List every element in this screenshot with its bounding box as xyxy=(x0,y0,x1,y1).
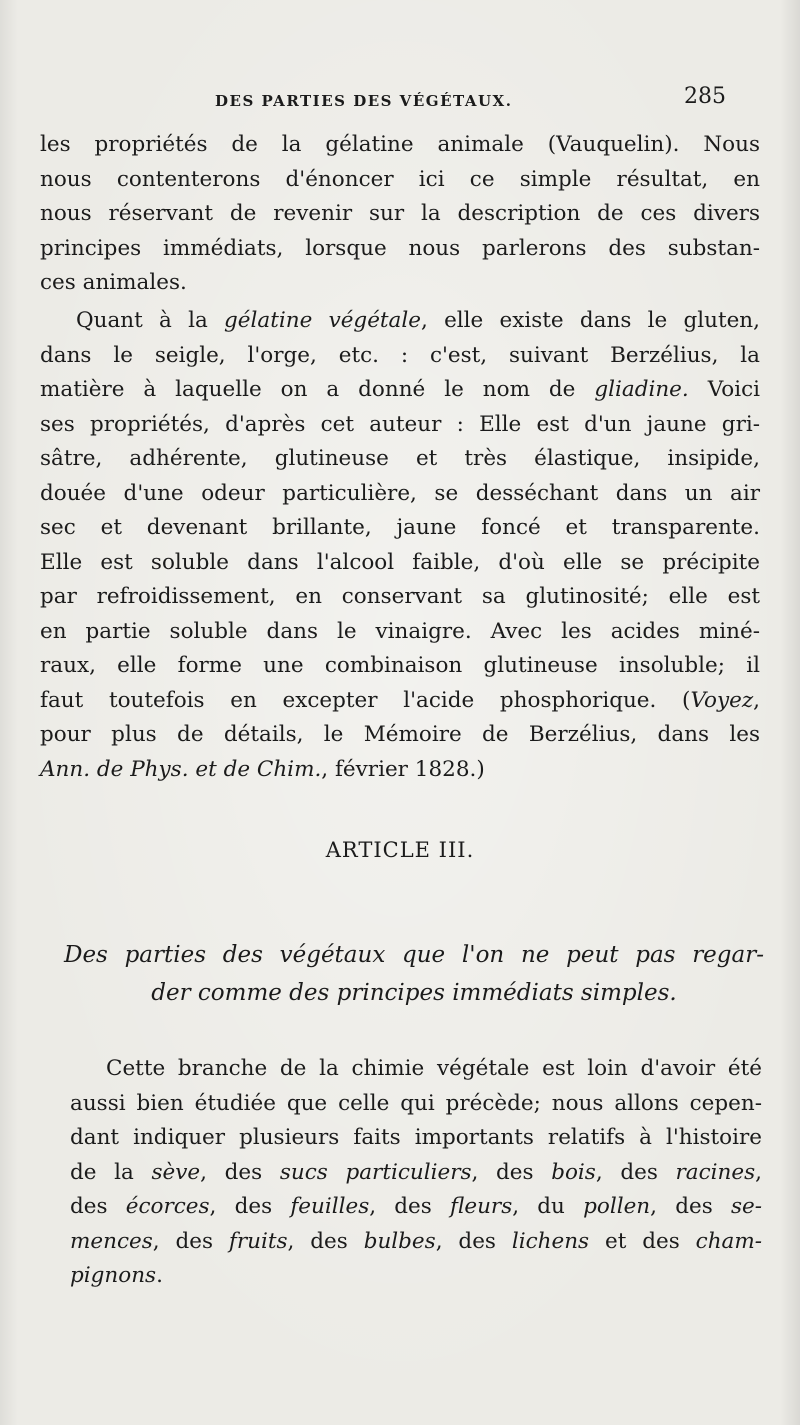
page-number: 285 xyxy=(684,84,726,109)
article-subtitle xyxy=(64,936,764,1012)
italic-citation: Ann. de Phys. et de Chim. xyxy=(40,756,322,782)
text-line: dant indiquer plusieurs faits importants relatifs à l'histoire xyxy=(70,1125,762,1150)
text-line: des écorces, des feuilles, des fleurs, du pollen, des se- xyxy=(70,1194,762,1219)
text-line: Ann. de Phys. et de Chim., février 1828.) xyxy=(40,756,485,782)
italic-term: gélatine végétale xyxy=(224,308,421,333)
text-line: Elle est soluble dans l'alcool faible, d'où elle se précipite xyxy=(40,549,760,575)
text-line: douée d'une odeur particulière, se desséchant dans un air xyxy=(40,480,760,506)
subtitle-line: der comme des principes immédiats simples. xyxy=(151,980,677,1006)
text-line: pour plus de détails, le Mémoire de Berzélius, dans les xyxy=(40,722,760,747)
text-line: principes immédiats, lorsque nous parlerons des substan- xyxy=(40,235,760,261)
paragraph-1 xyxy=(40,128,760,301)
paragraph-3 xyxy=(70,1052,762,1294)
italic-term: Voyez xyxy=(690,687,754,713)
text-line: Cette branche de la chimie végétale est loin d'avoir été xyxy=(106,1056,762,1081)
text-line: faut toutefois en excepter l'acide phosphorique. (Voyez, xyxy=(40,687,760,713)
text-line: raux, elle forme une combinaison glutineuse insoluble; il xyxy=(40,653,760,678)
text-line: ces animales. xyxy=(40,270,187,295)
text-line: aussi bien étudiée que celle qui précède; nous allons cepen- xyxy=(70,1090,762,1116)
text-line: ses propriétés, d'après cet auteur : Elle est d'un jaune gri- xyxy=(40,411,760,437)
text-line: pignons. xyxy=(70,1263,163,1288)
text-line: nous réservant de revenir sur la description de ces divers xyxy=(40,201,760,226)
text-line: en partie soluble dans le vinaigre. Avec les acides miné- xyxy=(40,618,760,644)
text-line: les propriétés de la gélatine animale (Vauquelin). Nous xyxy=(40,132,760,157)
article-heading: ARTICLE III. xyxy=(325,838,475,862)
text-line: sec et devenant brillante, jaune foncé et transparente. xyxy=(40,515,760,540)
text-line: sâtre, adhérente, glutineuse et très élastique, insipide, xyxy=(40,446,760,471)
italic-term: gliadine. xyxy=(594,377,689,402)
subtitle-line: Des parties des végétaux que l'on ne peut pas regar- xyxy=(64,942,764,968)
text-line: nous contenterons d'énoncer ici ce simple résultat, en xyxy=(40,166,760,192)
text-line: Quant à la gélatine végétale, elle existe dans le gluten, xyxy=(76,308,760,333)
running-title: DES PARTIES DES VÉGÉTAUX. xyxy=(215,92,513,110)
text-line: mences, des fruits, des bulbes, des lichens et des cham- xyxy=(70,1228,763,1254)
text-line: par refroidissement, en conservant sa glutinosité; elle est xyxy=(40,584,760,609)
text-line: dans le seigle, l'orge, etc. : c'est, suivant Berzélius, la xyxy=(40,342,760,368)
paragraph-2 xyxy=(40,304,760,787)
text-line: de la sève, des sucs particuliers, des bois, des racines, xyxy=(70,1159,762,1185)
text-line: matière à laquelle on a donné le nom de gliadine. Voici xyxy=(40,377,760,402)
